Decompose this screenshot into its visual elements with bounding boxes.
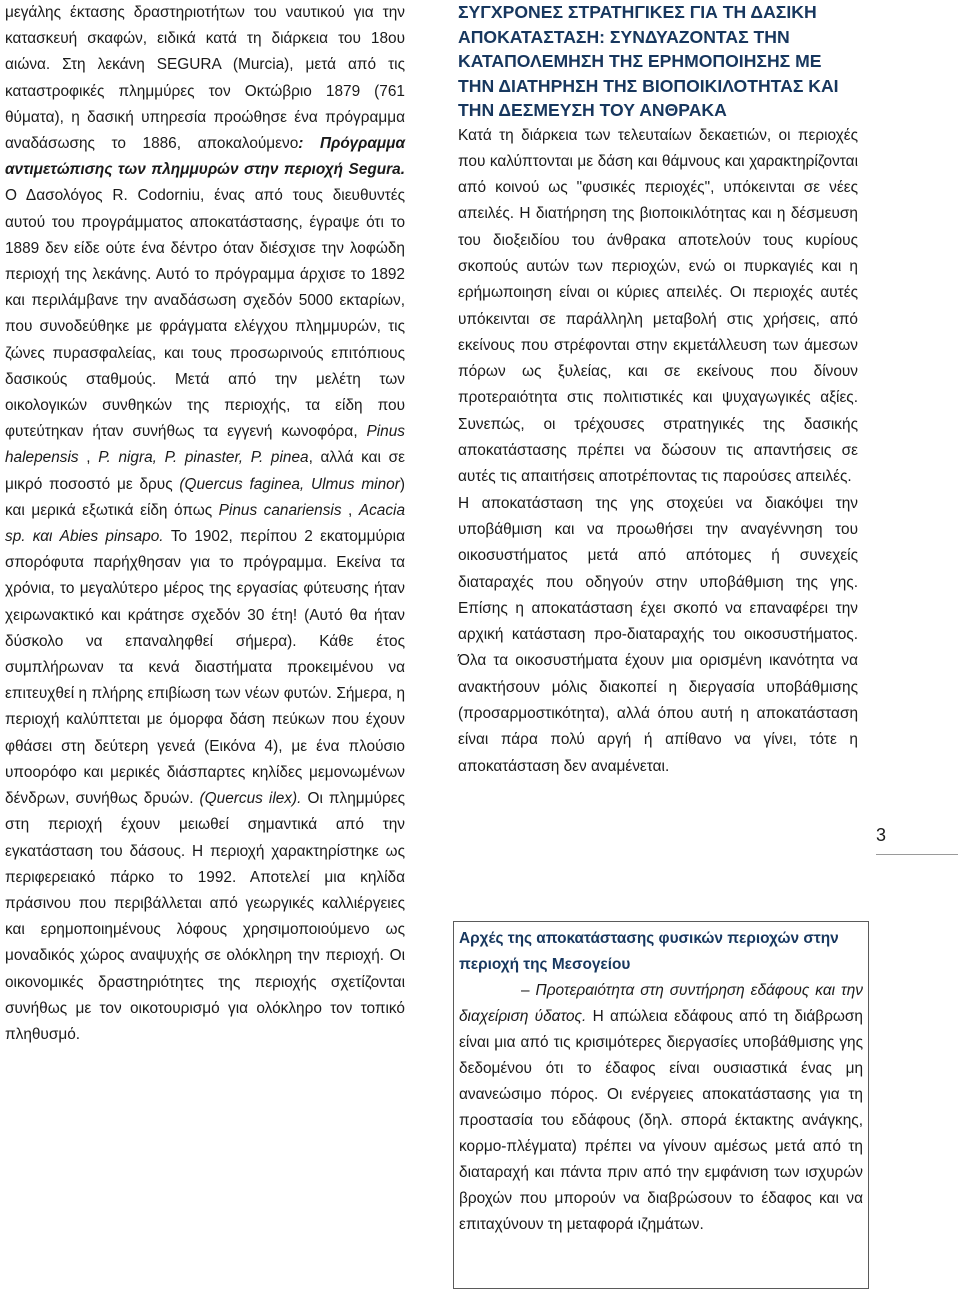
principles-box [453,921,869,1289]
species-name: Ulmus minor [310,475,400,493]
left-body-text [5,0,405,1048]
species-name: (Quercus faginea, [179,475,305,493]
box-title: Αρχές της αποκατάστασης φυσικών περιοχών στην περιοχή της Μεσογείου [459,930,839,973]
page-number: 3 [876,825,887,845]
species-name: Acacia sp. και Abies pinsapo. [5,501,406,546]
box-subtitle: Προτεραιότητα στη συντήρηση εδάφους και την διαχείριση ύδατος. [459,982,863,1025]
text-span: Οι πλημμύρες στη περιοχή έχουν μειωθεί σημαντικά από την εγκατάσταση του δάσους. Η περιοχή χαρακτηρίστηκε ως περιφερειακό πάρκο το 1992. Αποτελεί μια κηλίδα πράσινου που περιβάλλεται από γεωργικές καλλιέργειες και ερημοποιημένους λόφους χρησιμοποιούμενο ως μοναδικός χώρος αναψυχής σε ολόκληρη την περιοχή. Οι οικονομικές δραστηριότητες της περιοχής σχετίζονται συνήθως με τον οικοτουρισμό για ολόκληρο τον τοπικό πληθυσμό. [5,790,405,1043]
program-name: : Πρόγραμμα αντιμετώπισης των πλημμυρών στην περιοχή Segura. [5,135,405,179]
page-number-rule [876,854,958,855]
box-dash: – [521,982,530,999]
species-name: P. nigra, P. pinaster, P. pinea [98,449,309,467]
text-span: Ο Δασολόγος R. Codorniu, ένας από τους διευθυντές αυτού του προγράμματος αποκατάστασης, έγραψε ότι το 1889 δεν είδε ούτε ένα δέντρο όταν διέσχισε την λοφώδη περιοχή της λεκάνης. Αυτό το πρόγραμμα άρχισε το 1892 και περιλάμβανε την αναδάσωση σχεδόν 5000 εκταρίων, που συνοδεύθηκε με φράγματα ελέγχου πλημμυρών, τις ζώνες πυρασφαλείας, και τους προσωρινούς επιτόπιους δασικούς σταθμούς. Μετά από την μελέτη των οικολογικών συνθηκών της περιοχής, τα είδη που φυτεύτηκαν ήταν συνήθως τα εγγενή κωνοφόρα, [5,187,405,441]
text-span: Το 1902, περίπου 2 εκατομμύρια σπορόφυτα παρήχθησαν για το πρόγραμμα. Εκείνα τα χρόνια, το μεγαλύτερο μέρος της εργασίας φύτευσης ήταν χειρωνακτικό και κράτησε σχεδόν 30 έτη! (Αυτό θα ήταν δύσκολο να επαναληφθεί σήμερα). Κάθε έτος συμπλήρωναν τα κενά διαστήματα προκειμένου να επιτευχθεί η πλήρης επιβίωση των νέων φυτών. Σήμερα, η περιοχή καλύπτεται με όμορφα δάση πεύκων που έχουν φθάσει στη δεύτερη γενεά (Εικόνα 4), με ένα πλούσιο υποορόφο και μερικές διάσπαρτες κηλίδες μεμονωμένων δένδρων, συνήθως δρυών. [5,528,405,808]
species-name: Pinus halepensis [5,423,405,467]
left-column [5,0,405,1048]
right-column [458,0,858,780]
species-name: Pinus canariensis [218,501,342,519]
text-span: , [341,501,359,519]
text-span: ) και μερικά εξωτικά είδη όπως [5,475,405,519]
text-span: , αλλά και σε μικρό ποσοστό με δρυς [5,449,406,493]
text-span: , [78,449,99,467]
text-span [304,476,311,493]
paragraph-threats: Κατά τη διάρκεια των τελευταίων δεκαετιών, οι περιοχές που καλύπτονται με δάση και θάμνους και χαρακτηρίζονται από κοινού ως "φυσικές περιοχές", υπόκεινται σε νέες απειλές. Η διατήρηση της βιοποικιλότητας και η δέσμευση του διοξειδίου του άνθρακα αποτελούν τους κυρίους σκοπούς αυτών των περιοχών, ενώ οι πυρκαγιές και η ερήμωποιηση είναι οι κύριες απειλές. Οι περιοχές αυτές υπόκεινται σε παράλληλη μεταβολή στις χρήσεις, από εκείνους που στρέφονται στην εκμετάλλευση των άμεσων πόρων ως ξυλείας, και σε εκείνους που δίνουν προτεραιότητα στις πολιτιστικές και ψυχαγωγικές αξίες. Συνεπώς, οι τρέχουσες στρατηγικές της δασικής αποκατάστασης πρέπει να δώσουν τις απαντήσεις σε αυτές τις απαιτήσεις αποτρέποντας τις παρούσες απειλές. [458,126,858,486]
box-body-text: Η απώλεια εδάφους από τη διάβρωση είναι μια από τις κρισιμότερες διεργασίες υποβάθμισης γης δεδομένου ότι το έδαφος είναι ουσιαστικά ένας μη ανανεώσιμο πόρος. Οι ενέργειες αποκατάστασης για τη προστασία του εδάφους (δηλ. σπορά έκτακτης ανάγκης, κορμο-πλέγματα) πρέπει να γίνουν αμέσως μετά από τη διαταραχή και πάντα πριν από την εμφάνιση των ισχυρών βροχών που μπορούν να διαβρώσουν το έδαφος και να επιταχύνουν τη μεταφορά ιζημάτων. [459,1008,863,1233]
paragraph-restoration: Η αποκατάσταση της γης στοχεύει να διακόψει την υποβάθμιση και να προωθήσει την αναγέννηση του οικοσυστήματος μετά από απότομες ή συνεχείς διαταραχές που οδηγούν στην υποβάθμιση της γης. Επίσης η αποκατάσταση έχει σκοπό να επαναφέρει την αρχική κατάσταση προ-διαταραχής του οικοσυστήματος. Όλα τα οικοσυστήματα έχουν μια ορισμένη ικανότητα να ανακτήσουν μόλις διακοπεί η διεργασία υποβάθμισης (προσαρμοστικότητα), αλλά όπου αυτή η αποκατάσταση είναι πάρα πολύ αργή ή απίθανο να γίνει, τότε η αποκατάσταση δεν αναμένεται. [458,494,858,775]
section-heading: ΣΥΓΧΡΟΝΕΣ ΣΤΡΑΤΗΓΙΚΕΣ ΓΙΑ ΤΗ ΔΑΣΙΚΗ ΑΠΟΚΑΤΑΣΤΑΣΗ: ΣΥΝΔΥΑΖΟΝΤΑΣ ΤΗΝ ΚΑΤΑΠΟΛΕΜΗΣΗ ΤΗΣ ΕΡΗΜΟΠΟΙΗΣΗΣ ΜΕ ΤΗΝ ΔΙΑΤΗΡΗΣΗ ΤΗΣ ΒΙΟΠΟΙΚΙΛΟΤΗΤΑΣ ΚΑΙ ΤΗΝ ΔΕΣΜΕΥΣΗ ΤΟΥ ΑΝΘΡΑΚΑ [458,2,839,120]
box-body [459,978,863,1238]
text-span: μεγάλης έκτασης δραστηριοτήτων του ναυτικού για την κατασκευή σκαφών, ειδικά κατά τη διάρκεια του 18ου αιώνα. Στη λεκάνη SEGURA (Murcia), μετά από τις καταστροφικές πλημμύρες τον Οκτώβριο 1879 (761 θύματα), η δασική υπηρεσία προώθησε ένα πρόγραμμα αναδάσωσης το 1886, αποκαλούμενο [5,4,405,153]
species-name: (Quercus ilex). [199,790,302,808]
